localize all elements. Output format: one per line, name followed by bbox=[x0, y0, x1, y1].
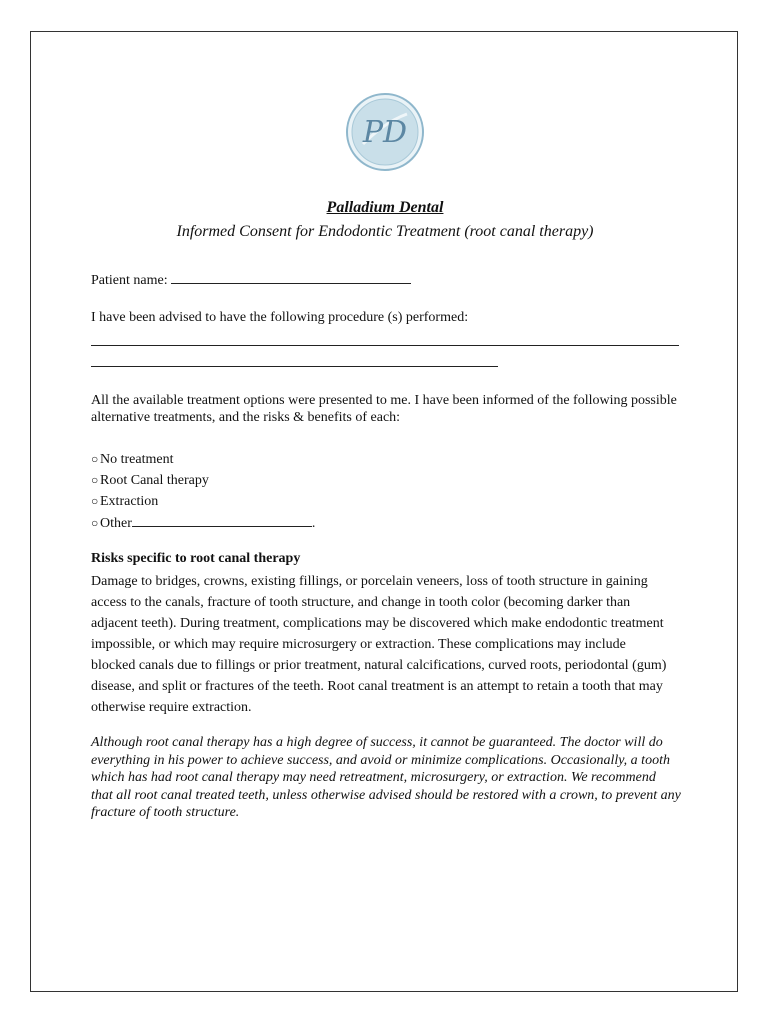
procedure-field-line-1[interactable] bbox=[91, 345, 679, 346]
option-label: No treatment bbox=[100, 452, 174, 467]
option-root-canal[interactable] bbox=[91, 470, 315, 491]
radio-circle-icon: ○ bbox=[91, 452, 99, 466]
pd-monogram-logo bbox=[345, 92, 425, 172]
patient-name-label: Patient name: bbox=[91, 273, 168, 288]
form-subtitle: Informed Consent for Endodontic Treatment (root canal therapy) bbox=[176, 223, 594, 240]
other-option-field[interactable] bbox=[132, 512, 312, 527]
risks-body: Damage to bridges, crowns, existing fillings, or porcelain veneers, loss of tooth structure in gaining access to the canals, fracture of tooth structure, and change in tooth color (becoming darker than adjacent teeth). During treatment, complications may be discovered which make endodontic treatment impossible, or which may require microsurgery or extraction. These complications may include blocked canals due to fillings or prior treatment, natural calcifications, curved roots, periodontal (gum) disease, and split or fractures of the teeth. Root canal treatment is an attempt to retain a tooth that may otherwise require extraction. bbox=[91, 574, 667, 715]
option-label: Other bbox=[100, 516, 132, 531]
other-suffix: . bbox=[311, 516, 316, 531]
option-label: Root Canal therapy bbox=[100, 473, 209, 488]
risks-heading: Risks specific to root canal therapy bbox=[91, 551, 301, 566]
success-disclaimer: Although root canal therapy has a high degree of success, it cannot be guaranteed. The doctor will do everything in his power to achieve success, and avoid or minimize complications. Occasionally, a tooth which has had root canal therapy may need retreatment, microsurgery, or extraction. We recommend that all root canal treated teeth, unless otherwise advised should be restored with a crown, to prevent any fracture of tooth structure. bbox=[91, 735, 681, 820]
radio-circle-icon: ○ bbox=[91, 473, 99, 487]
patient-name-row bbox=[91, 269, 411, 289]
procedure-field-line-2[interactable] bbox=[91, 366, 498, 367]
patient-name-field[interactable] bbox=[171, 269, 411, 284]
practice-title: Palladium Dental bbox=[326, 199, 444, 216]
alternatives-intro: All the available treatment options were presented to me. I have been informed of the following possible alternative treatments, and the risks & benefits of each: bbox=[91, 393, 677, 425]
procedure-label: I have been advised to have the following procedure (s) performed: bbox=[91, 310, 469, 325]
option-other[interactable] bbox=[91, 512, 315, 534]
radio-circle-icon: ○ bbox=[91, 516, 99, 530]
treatment-options-list bbox=[91, 449, 315, 534]
option-extraction[interactable] bbox=[91, 491, 315, 512]
radio-circle-icon: ○ bbox=[91, 494, 99, 508]
logo-letters: PD bbox=[362, 115, 408, 150]
option-label: Extraction bbox=[100, 494, 159, 509]
option-no-treatment[interactable] bbox=[91, 449, 315, 470]
